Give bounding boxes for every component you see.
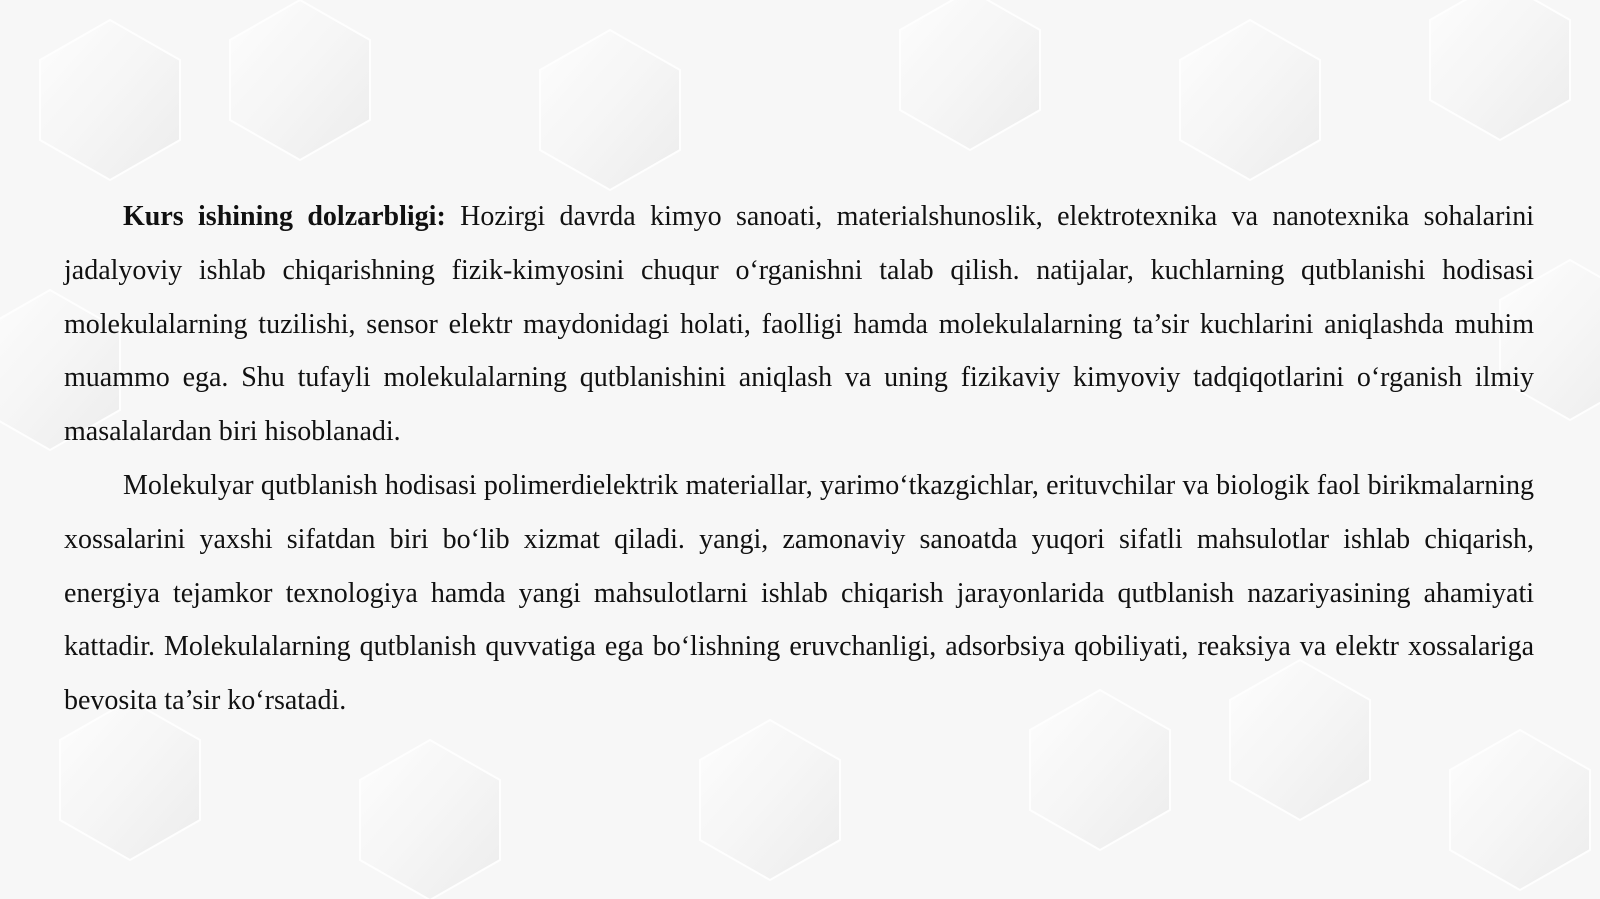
document-body [64, 190, 1534, 728]
paragraph-text: Hozirgi davrda kimyo sanoati, materialshunoslik, elektrotexnika va nanotexnika sohalarini jadalyoviy ishlab chiqarishning fizik-kimyosini chuqur o‘rganishni talab qilish. natijalar, kuchlarning qutblanishi hodisasi molekulalarning tuzilishi, sensor elektr maydonidagi holati, faolligi hamda molekulalarning ta’sir kuchlarini aniqlashda muhim muammo ega. Shu tufayli molekulalarning qutblanishini aniqlash va uning fizikaviy kimyoviy tadqiqotlarini o‘rganish ilmiy masalalardan biri hisoblanadi. [64, 201, 1534, 448]
paragraph-relevance [64, 190, 1534, 459]
paragraph-polarization [64, 459, 1534, 728]
paragraph-text: Molekulyar qutblanish hodisasi polimerdielektrik materiallar, yarimo‘tkazgichlar, erituvchilar va biologik faol birikmalarning xossalarini yaxshi sifatdan biri bo‘lib xizmat qiladi. yangi, zamonaviy sanoatda yuqori sifatli mahsulotlar ishlab chiqarish, energiya tejamkor texnologiya hamda yangi mahsulotlarni ishlab chiqarish jarayonlarida qutblanish nazariyasining ahamiyati kattadir. Molekulalarning qutblanish quvvatiga ega bo‘lishning eruvchanligi, adsorbsiya qobiliyati, reaksiya va elektr xossalariga bevosita ta’sir ko‘rsatadi. [64, 469, 1534, 717]
paragraph-lead: Kurs ishining dolzarbligi: [123, 201, 446, 232]
